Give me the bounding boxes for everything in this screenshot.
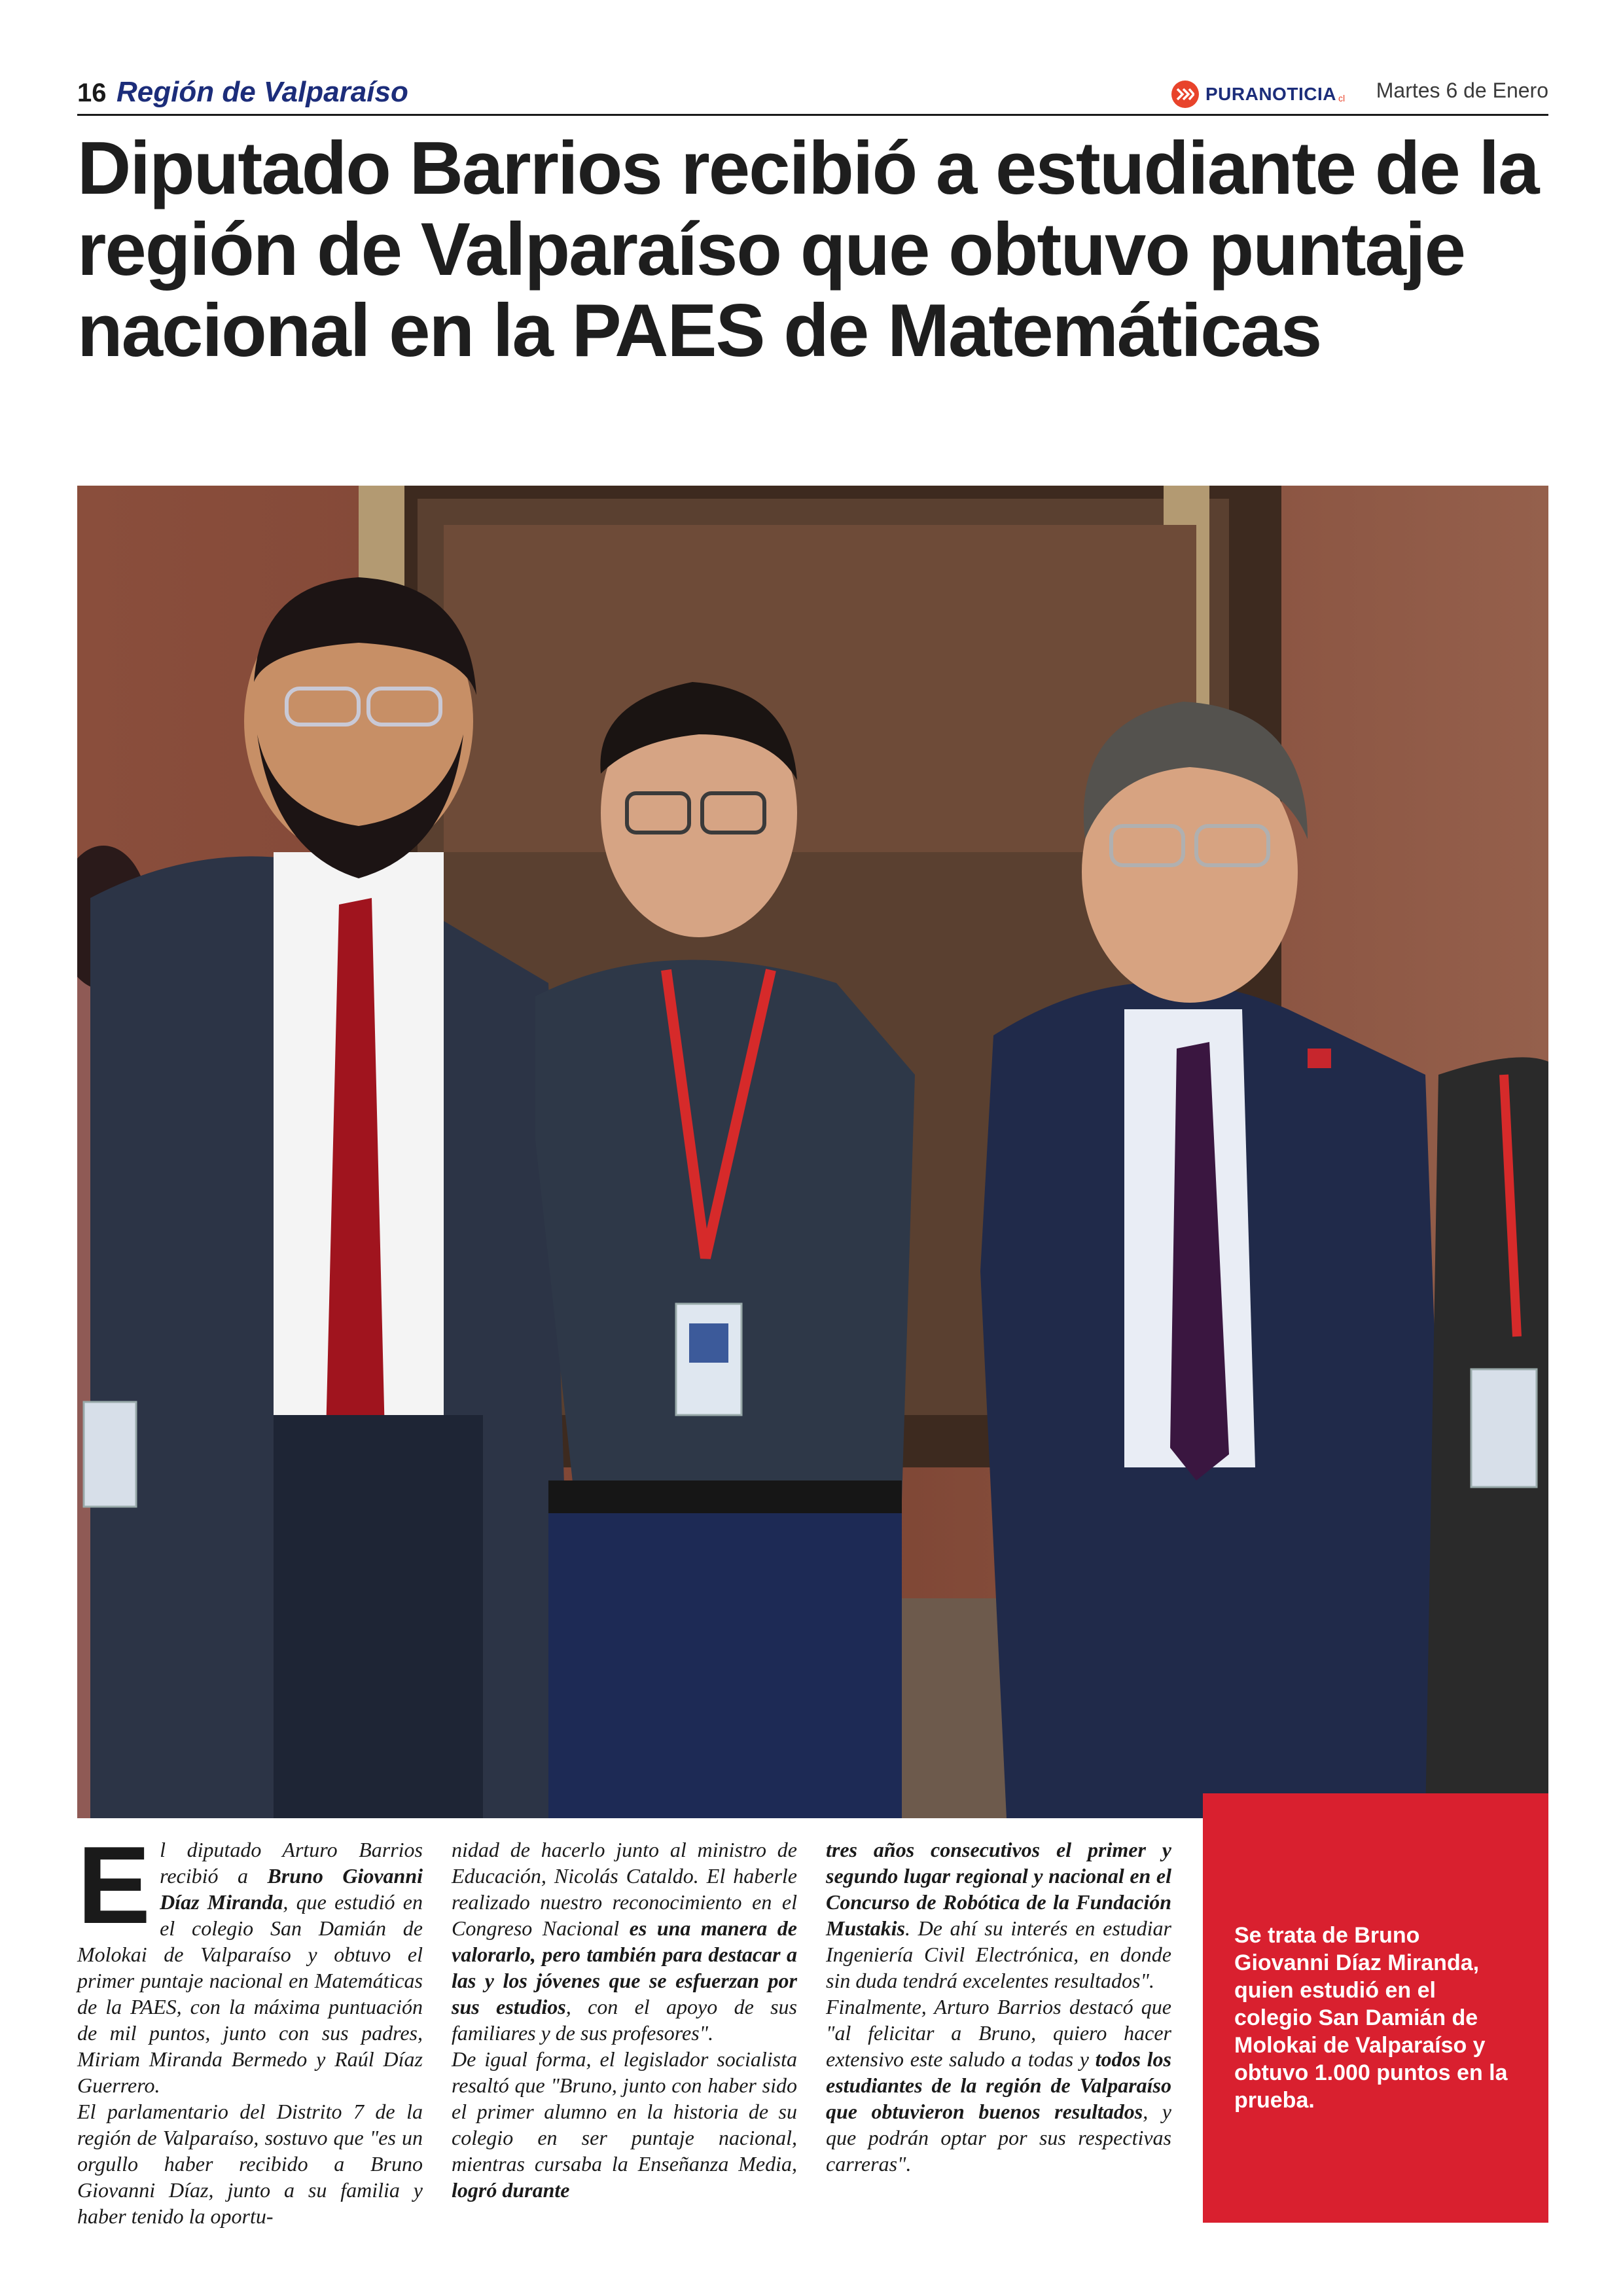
header-divider xyxy=(77,114,1548,116)
body-text: , con el apoyo de sus familiares y de sus profesores". xyxy=(452,1995,798,2045)
emphasis-text: tres años consecutivos el primer y segundo lugar regional y nacional en el Concurso de Robótica de la Fundación Mustakis xyxy=(826,1838,1171,1940)
body-text: De igual forma, el legislador socialista resaltó que "Bruno, junto con haber sido el primer alumno en la historia de su colegio en ser puntaje nacional, mientras cursaba la Enseñanza Media, xyxy=(452,2047,797,2176)
article-column-1 xyxy=(77,1823,423,2229)
body-text: , y que podrán optar por sus respectivas carreras". xyxy=(826,2100,1172,2176)
brand-logo xyxy=(1171,79,1345,110)
brand-suffix: cl xyxy=(1338,93,1346,103)
page-header xyxy=(77,73,1548,115)
emphasis-text: todos los estudiantes de la región de Valparaíso que obtuvieron buenos resultados xyxy=(826,2047,1172,2123)
article-photo xyxy=(77,486,1548,1818)
section-title: Región de Valparaíso xyxy=(116,76,408,108)
body-text: l diputado Arturo Barrios recibió a xyxy=(160,1838,423,1888)
emphasis-text: Bruno Giovanni Díaz Miranda xyxy=(160,1864,423,1914)
headline: Diputado Barrios recibió a estudiante de la región de Valparaíso que obtuvo puntaje nacional en la PAES de Matemáticas xyxy=(77,127,1539,372)
chevrons-icon xyxy=(1171,81,1199,108)
pull-quote: Se trata de Bruno Giovanni Díaz Miranda, quien estudió en el colegio San Damián de Molokai de Valparaíso y obtuvo 1.000 puntos en la prueba. xyxy=(1234,1923,1508,2113)
brand-name: PURANOTICIA xyxy=(1205,84,1336,104)
emphasis-text: logró durante xyxy=(452,2178,570,2202)
body-text: El parlamentario del Distrito 7 de la región de Valparaíso, sostuvo que "es un orgullo haber recibido a Bruno Giovanni Díaz, junto a su familia y haber tenido la oportu- xyxy=(77,2100,423,2228)
page-number: 16 xyxy=(77,79,107,107)
article-text xyxy=(826,1837,1171,2177)
body-text: nidad de hacerlo junto al ministro de Educación, Nicolás Cataldo. El haberle realizado nuestro reconocimiento en el Congreso Nacional xyxy=(452,1838,797,1940)
drop-cap: E xyxy=(77,1823,151,1946)
body-text: Finalmente, Arturo Barrios destacó que "al felicitar a Bruno, quiero hacer extensivo este saludo a todas y xyxy=(826,1995,1171,2071)
pull-quote-box xyxy=(1203,1793,1548,2223)
article-text xyxy=(452,1837,797,2203)
article-column-2 xyxy=(452,1837,797,2203)
issue-date: Martes 6 de Enero xyxy=(1376,79,1548,102)
article-column-3 xyxy=(826,1837,1171,2177)
body-text: . De ahí su interés en estudiar Ingeniería Civil Electrónica, en donde sin duda tendrá excelentes resultados". xyxy=(826,1916,1171,1992)
body-text: , que estudió en el colegio San Damián de Molokai de Valparaíso y obtuvo el primer puntaje nacional en Matemáticas de la PAES, con la máxima puntuación de mil puntos, junto con sus padres, Miriam Miranda Bermedo y Raúl Díaz Guerrero. xyxy=(77,1890,423,2097)
emphasis-text: es una manera de valorarlo, pero también para destacar a las y los jóvenes que se esfuerzan por sus estudios xyxy=(452,1916,798,2018)
